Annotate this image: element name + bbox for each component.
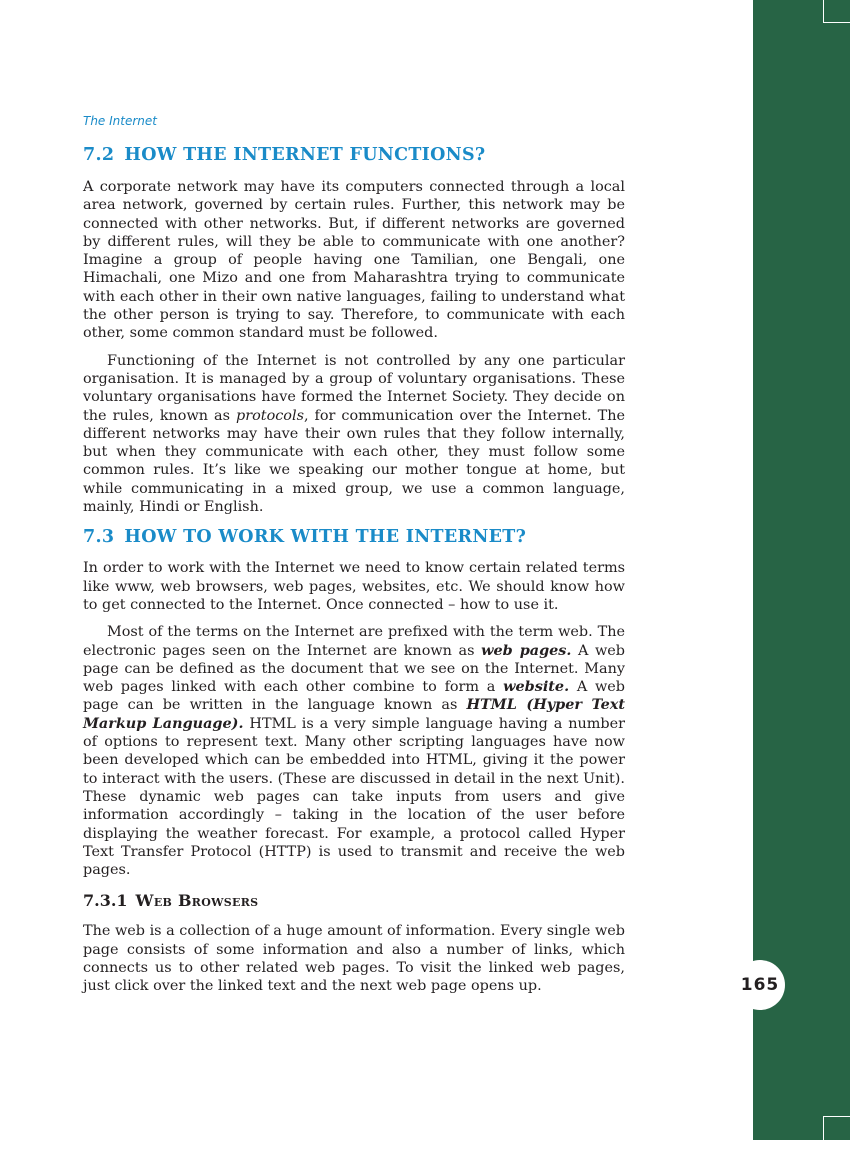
text-run: A web page can be defined as the document that we see on the Internet. Many web pages linked with each other combine to form a [83, 642, 626, 696]
text-run: Most of the terms on the Internet are prefixed with the term web. The electronic pages seen on the Internet are known as [83, 624, 625, 659]
text-run: A web page can be written in the language known as [83, 679, 625, 714]
text-run: Functioning of the Internet is not controlled by any one particular organisation. It is managed by a group of voluntary organisations. These voluntary organisations have formed the Internet Society. They decide on the rules, known as [83, 352, 625, 424]
section-title: HOW TO WORK WITH THE INTERNET? [124, 527, 527, 548]
key-term: HTML (Hyper Text Markup Language). [83, 696, 625, 732]
subsection-number: 7.3.1 [83, 891, 128, 911]
subsection-heading-7-3-1 [83, 890, 625, 912]
section-heading-7-3 [83, 526, 625, 548]
section-number: 7.3 [83, 527, 115, 548]
text-run: HTML is a very simple language having a number of options to represent text. Many other scripting languages have now been developed which can be embedded into HTML, giving it the power to interact with the users. (These are discussed in detail in the next Unit). These dynamic web pages can take inputs from users and give information accordingly – taking in the location of the user before displaying the weather forecast. For example, a protocol called Hyper Text Transfer Protocol (HTTP) is used to transmit and receive the web pages. [83, 715, 625, 879]
crop-mark-bottom [823, 1116, 850, 1157]
page-number: 165 [735, 960, 785, 1010]
key-term: web pages. [481, 641, 572, 659]
text-run: , for communication over the Internet. The different networks may have their own rules that they follow internally, but when they communicate with each other, they must follow some common rules. It’s like we speaking our mother tongue at home, but while communicating in a mixed group, we use a common language, mainly, Hindi or English. [83, 407, 625, 516]
key-term: website. [503, 678, 570, 696]
italic-term: protocols [236, 407, 304, 424]
paragraph: A corporate network may have its computers connected through a local area network, governed by certain rules. Further, this network may be connected with other networks. But, if different networks are governed by different rules, will they be able to communicate with one another? Imagine a group of people having one Tamilian, one Bengali, one Himachali, one Mizo and one from Maharashtra trying to communicate with each other in their own native languages, failing to understand what the other person is trying to say. Therefore, to communicate with each other, some common standard must be followed. [83, 179, 625, 342]
paragraph: The web is a collection of a huge amount of information. Every single web page consists of some information and also a number of links, which connects us to other related web pages. To visit the linked web pages, just click over the linked text and the next web page opens up. [83, 923, 625, 995]
section-title: HOW THE INTERNET FUNCTIONS? [124, 145, 486, 165]
running-head: The Internet [83, 114, 157, 128]
crop-mark-top [823, 0, 850, 23]
page-body [83, 144, 625, 996]
subsection-title: Web Browsers [135, 891, 259, 911]
paragraph [83, 623, 625, 879]
paragraph [83, 352, 625, 517]
paragraph: In order to work with the Internet we need to know certain related terms like www, web browsers, web pages, websites, etc. We should know how to get connected to the Internet. Once connected – how to use it. [83, 560, 625, 613]
section-number: 7.2 [83, 145, 115, 165]
section-heading-7-2 [83, 144, 625, 166]
